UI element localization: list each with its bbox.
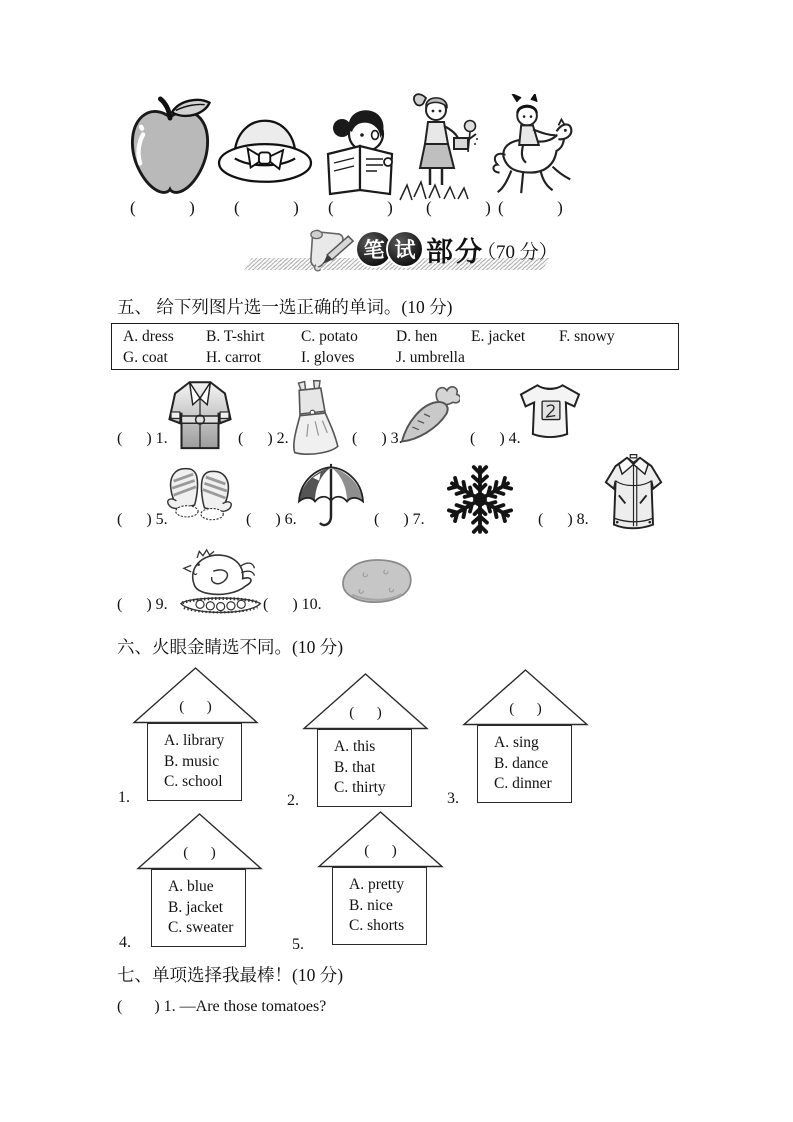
house-options [147,723,242,801]
coat-image [163,379,237,453]
house-number: 4. [119,934,131,951]
house-options [477,725,572,803]
word-option: G. coat [123,349,168,366]
house-number: 5. [292,936,304,953]
answer-blank: ( ) [349,705,382,721]
jacket-image [596,453,671,536]
answer-blank: ( ) 7. [374,511,425,528]
banner-badge-2: 试 [388,232,422,266]
section7-title: 七、单项选择我最棒！(10 分) [117,965,344,985]
option: C. sweater [168,919,234,936]
word-option: C. potato [301,328,358,345]
word-option: I. gloves [301,349,355,366]
house-5 [317,810,444,945]
hen-on-nest-image [175,546,267,620]
banner-score: （70 分） [477,242,558,263]
answer-blank: ( ) [426,198,492,217]
house-2 [302,672,429,807]
answer-blank: ( ) [498,198,564,217]
answer-blank: ( ) [509,701,542,717]
answer-blank: ( ) 9. [117,596,168,613]
option: B. that [334,758,376,776]
house-1 [132,666,259,801]
girl-reading-image [322,96,398,198]
answer-blank: ( ) [183,845,216,861]
answer-blank: ( ) [179,699,212,715]
answer-blank: ( ) 8. [538,511,589,528]
option: A. this [334,738,376,755]
dress-image [279,377,347,459]
option: A. pretty [349,876,405,893]
banner-title: 部分 [426,237,484,267]
word-bank-box [111,323,679,370]
word-option: A. dress [123,328,174,345]
answer-blank: ( ) [364,843,397,859]
word-option: H. carrot [206,349,262,366]
boy-riding-horse-image [487,94,573,200]
answer-blank: ( ) 1. [117,430,168,447]
answer-blank: ( ) 4. [470,430,521,447]
option: B. jacket [168,898,224,916]
answer-blank: ( ) [328,198,394,217]
house-number: 2. [287,792,299,809]
word-option: D. hen [396,328,438,345]
house-options [151,869,246,947]
option: A. sing [494,734,539,751]
section6-title: 六、火眼金睛选不同。(10 分) [117,637,344,657]
apple-image [126,96,214,200]
section5-title: 五、 给下列图片选一选正确的单词。(10 分) [117,297,453,317]
word-bank-row-2 [123,347,678,368]
t-shirt-image [517,381,583,441]
answer-blank: ( ) [130,198,196,217]
option: A. blue [168,878,214,895]
answer-blank: ( ) 3. [352,430,403,447]
answer-blank: ( ) [234,198,300,217]
answer-blank: ( ) 6. [246,511,297,528]
word-option: E. jacket [471,328,526,345]
house-options [332,867,427,945]
house-number: 1. [118,789,130,806]
snowflake-image [440,461,520,538]
option: C. school [164,773,223,790]
potato-image [337,552,414,610]
word-bank-row-1 [123,326,678,347]
option: B. nice [349,896,393,914]
option: C. dinner [494,775,552,792]
option: C. shorts [349,917,405,934]
umbrella-image [292,458,370,538]
house-number: 3. [447,790,459,807]
word-option: B. T-shirt [206,328,265,345]
carrot-image [398,384,460,446]
option: B. music [164,752,220,770]
girl-watering-flowers-image [398,90,478,202]
answer-blank: ( ) 10. [263,596,322,613]
answer-blank: ( ) 2. [238,430,289,447]
gloves-image [161,460,238,536]
option: C. thirty [334,779,386,796]
house-options [317,729,412,807]
banner-badge-1: 笔 [357,232,391,266]
word-option: F. snowy [559,328,615,345]
house-3 [462,668,589,803]
question-1: ( ) 1. —Are those tomatoes? [117,998,327,1015]
scroll-pen-icon [306,227,358,273]
house-4 [136,812,263,947]
word-option: J. umbrella [396,349,465,366]
hat-image [216,104,314,194]
answer-blank: ( ) 5. [117,511,168,528]
option: B. dance [494,754,549,772]
option: A. library [164,732,225,749]
